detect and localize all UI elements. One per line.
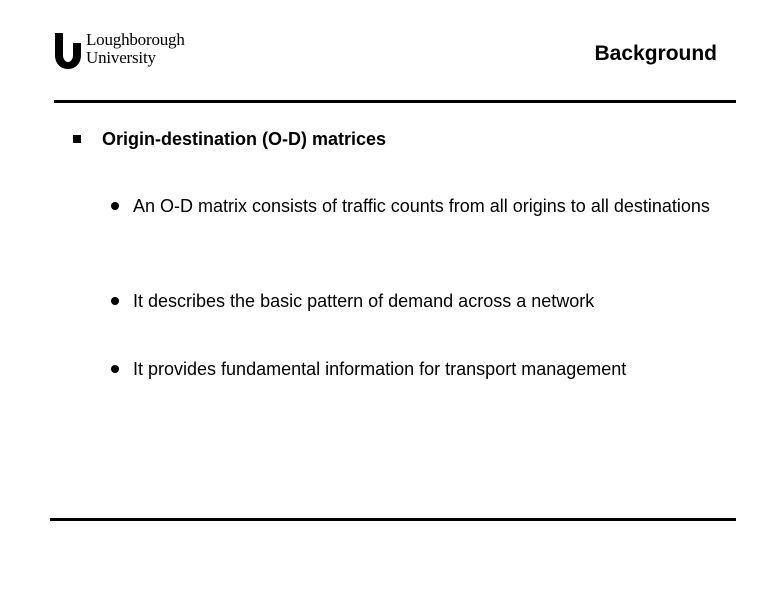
bullet-dot-icon: [111, 297, 119, 305]
square-bullet-icon: [73, 135, 81, 143]
bullet-text: It describes the basic pattern of demand across a network: [133, 291, 595, 311]
bullet-dot-icon: [111, 202, 119, 210]
bullet-item: [111, 287, 717, 316]
bullet-text: It provides fundamental information for transport management: [133, 359, 627, 379]
section-heading-text: Origin-destination (O-D) matrices: [102, 129, 387, 149]
slide-title: Background: [594, 42, 717, 65]
logo-line-1: Loughborough: [86, 30, 185, 49]
content-section: [73, 128, 723, 150]
footer-divider: [50, 518, 736, 521]
bullet-item: [111, 355, 717, 384]
university-logo: [55, 31, 200, 71]
bullet-dot-icon: [111, 365, 119, 373]
bullet-item: [111, 192, 717, 221]
header-divider: [54, 100, 736, 103]
logo-wordmark: [86, 31, 185, 67]
university-logo-icon: [55, 33, 81, 69]
logo-line-2: University: [86, 48, 156, 67]
bullet-text: An O-D matrix consists of traffic counts from all origins to all destinations: [133, 196, 710, 216]
section-heading: [73, 128, 723, 150]
